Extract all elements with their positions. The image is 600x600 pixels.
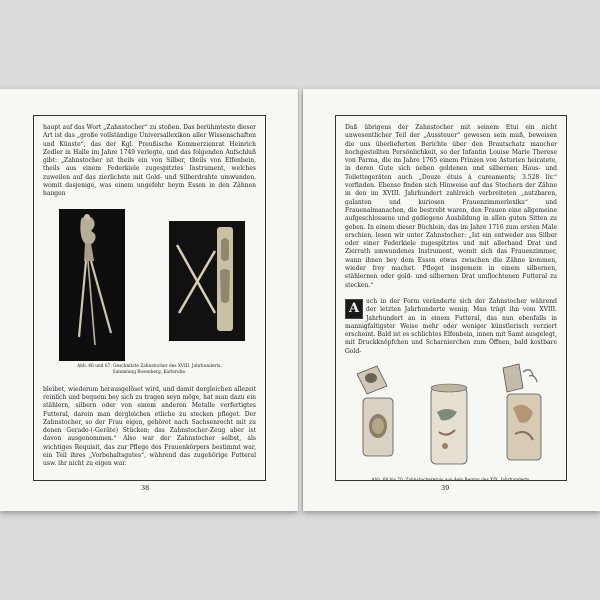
left-page-number: 38: [141, 484, 150, 492]
right-second-section: [345, 298, 557, 356]
toothpick-photo-1: [59, 209, 125, 361]
left-page: [0, 89, 298, 511]
left-paragraph-top: haupt auf das Wort „Zahnstocher“ zu stoßen. Das berühmteste dieser Art ist das „große vollständige Universallexikon aller Wissenschaften und Künste“, das der Kgl. Preußische Kommerzienrat Heinrich Zedler in Halle im Jahre 1749 verlegte, und das folgenden Aufschluß gibt: „Zahnstocher ist theils ein von Silber, theils von Elfenbein, theils aus einem Federkiele zugespitztes Instrument, welches zuweilen auf das zierlichste mit Gold- und Silberdrahte umwunden, womit dasjenige, was einem ungefehr beym Essen in den Zähnen hangen: [43, 124, 256, 198]
carved-toothpick-image: [59, 209, 125, 361]
left-figure-caption: [43, 364, 256, 376]
toothpick-cases-figure: [345, 362, 557, 474]
right-page-number: 39: [441, 484, 450, 492]
toothpick-figure: [43, 207, 256, 359]
left-caption-line-2: Sammlung Rosenberg, Karlsruhe.: [112, 369, 187, 375]
right-caption-line-1: Abb. 68 bis 70. Zahnstocheretuis aus dem Beginn des XIX. Jahrhunderts.: [371, 478, 531, 481]
toothpick-photo-2: [169, 221, 245, 341]
left-caption-line-1: Abb. 66 und 67. Geschnitzte Zahnstocher des XVIII. Jahrhunderts.: [77, 363, 222, 369]
right-paragraph-top: Daß übrigens der Zahnstocher mit seinem Etui ein nicht unwesentlicher Teil der „Aussteuer“ gewesen sein muß, beweisen die uns überlieferten Berichte über den Brautschatz mancher hochgestellten Persönlichkeit, so der Infantin Louise Marie Therese von Parma, die im Jahre 1765 einem Prinzen von Asturien heiratete, in deren Gute sich neben goldenen und silbernen Haus- und Toilettegeräten auch „Douze étuis à cureaments; 3.528 liv.“ vorfinden. Ebenso finden sich Hinweise auf das Stochern der Zähne in den im XVIII. Jahrhundert zahlreich verbreiteten „nutzbaren, galanten und kuriosen Frauenzimmerlexika“ und Frauenalmanachen, die bestrebt waren, den Frauen eine allgemeine aufgeschlossene und gediegene Ausbildung in allen guten Sitten zu geben. In einem dieser Büchlein, das im Jahre 1716 zum ersten Male erschien, lesen wir unter Zahnstocher: „Ist ein entweder aus Silber oder einer Federkiele zugespitztes und mit allerhand Drat und Zierrath umwundenes Instrument, womit sich das Frauenzimmer, wann ihnen bey dem Essen etwas zwischen die Zähne kommen, wieder frey machet. Pfleget insgemein in einem silbernen, stählernen oder gold- und silbernen Drat umflochtenen Futteral zu stecken.“: [345, 124, 557, 289]
folding-toothpick-image: [169, 221, 245, 341]
right-paragraph-second: uch in der Form veränderte sich der Zahnstocher während der letzten Jahrhunderte wenig. Man trägt ihn vom XVIII. Jahrhundert an in einem Futteral, das nun ebenfalls in mannigfaltigster Weise mehr oder weniger künstlerisch verziert erscheint. Bald ist es schlichtes Elfenbein, innen mit Samt ausgelegt, mit Druckknöpfchen und Scharnierchen zum Öffnen, bald kostbare Gold-: [345, 297, 557, 355]
left-paragraph-bottom: bleibet, wiederum herausgelöset wird, und damit dergleichen allezeit reinlich und bequem bey sich zu tragen seyn möge, hat man dazu ein stählern, silbern oder von einem anderen Metalle verfertigtes Futteral, darein man dergleichen etliche zu stecken pfleget. Der Zahnstocher, so der Frau eigen, gehöret nach Sachsenrecht mit zu denen Gerade-(-Geräte) Stücken; das Zahnstocher-Zeug aber ist davon ausgenommen.“ Also war der Zahnstocher selbst, als wichtiges Requisit, das zur Pflege des Frauenkörpers bestimmt war, ein Teil ihres „Vorbehaltsgutes“, während das zugehörige Futteral usw. ihr nicht zu eigen war.: [43, 385, 256, 468]
right-page: [303, 89, 600, 511]
left-page-frame: [33, 115, 266, 481]
right-page-frame: [335, 115, 567, 481]
ornamental-initial: A: [345, 299, 363, 319]
toothpick-cases-image: [345, 362, 557, 474]
right-figure-caption: [345, 478, 557, 481]
